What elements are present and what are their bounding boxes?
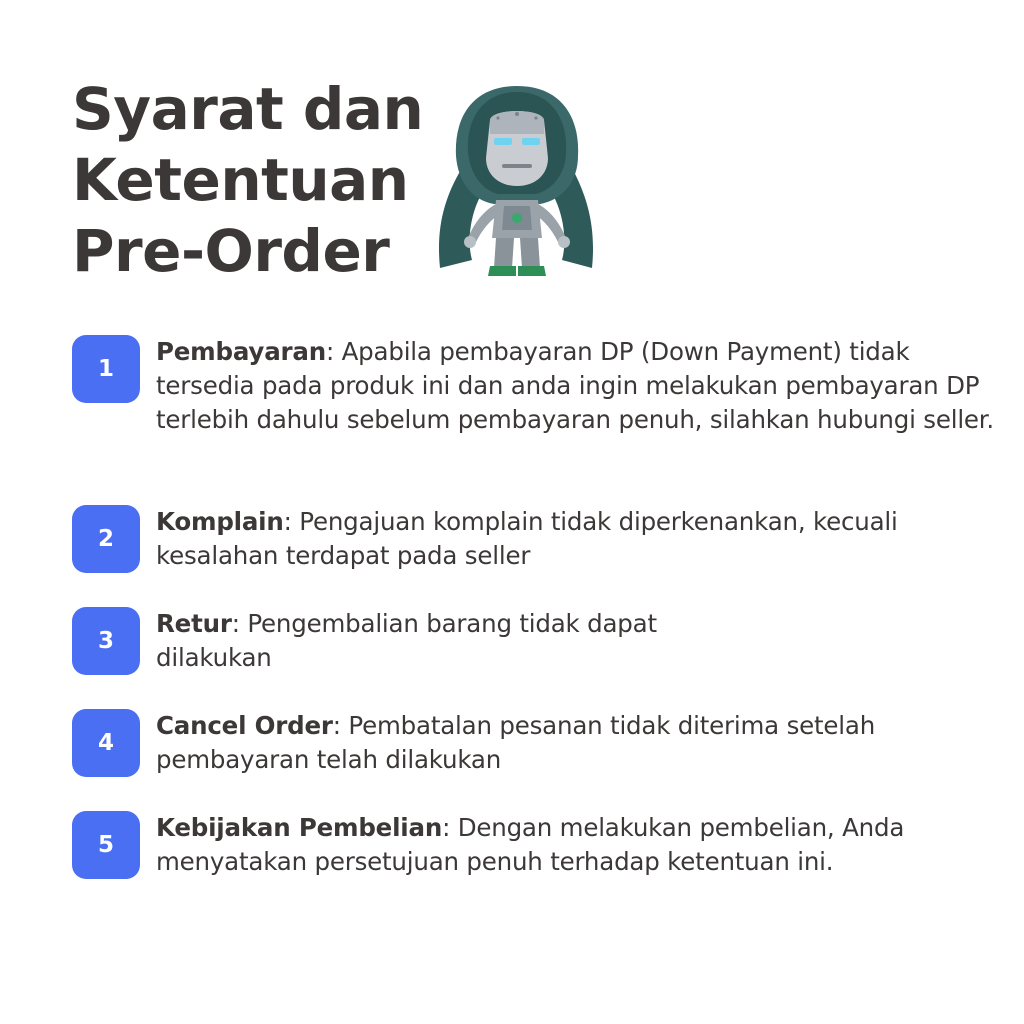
term-title: Komplain [156,507,284,536]
term-title: Kebijakan Pembelian [156,813,443,842]
title-line-2: Ketentuan [72,146,409,214]
term-text [156,335,996,437]
term-title: Cancel Order [156,711,333,740]
term-description: : Apabila pembayaran DP (Down Payment) tidak tersedia pada produk ini dan anda ingin melakukan pembayaran DP terlebih dahulu sebelum pembayaran penuh, silahkan hubungi seller. [156,337,995,434]
title-line-1: Syarat dan [72,75,424,143]
term-text [156,811,996,879]
term-number-badge: 2 [72,505,140,573]
term-text [156,505,996,573]
term-description: : Pengajuan komplain tidak diperkenankan, kecuali kesalahan terdapat pada seller [156,507,898,570]
term-number-badge: 3 [72,607,140,675]
title-line-3: Pre-Order [72,217,390,285]
terms-list [72,0,1002,1024]
term-description: : Dengan melakukan pembelian, Anda menyatakan persetujuan penuh terhadap ketentuan ini. [156,813,905,876]
term-description: : Pembatalan pesanan tidak diterima setelah pembayaran telah dilakukan [156,711,876,774]
term-text [156,709,946,777]
term-number-badge: 4 [72,709,140,777]
term-text [156,607,776,675]
term-number-badge: 5 [72,811,140,879]
term-number-badge: 1 [72,335,140,403]
term-title: Pembayaran [156,337,326,366]
term-title: Retur [156,609,232,638]
term-description: : Pengembalian barang tidak dapat dilakukan [156,609,657,672]
